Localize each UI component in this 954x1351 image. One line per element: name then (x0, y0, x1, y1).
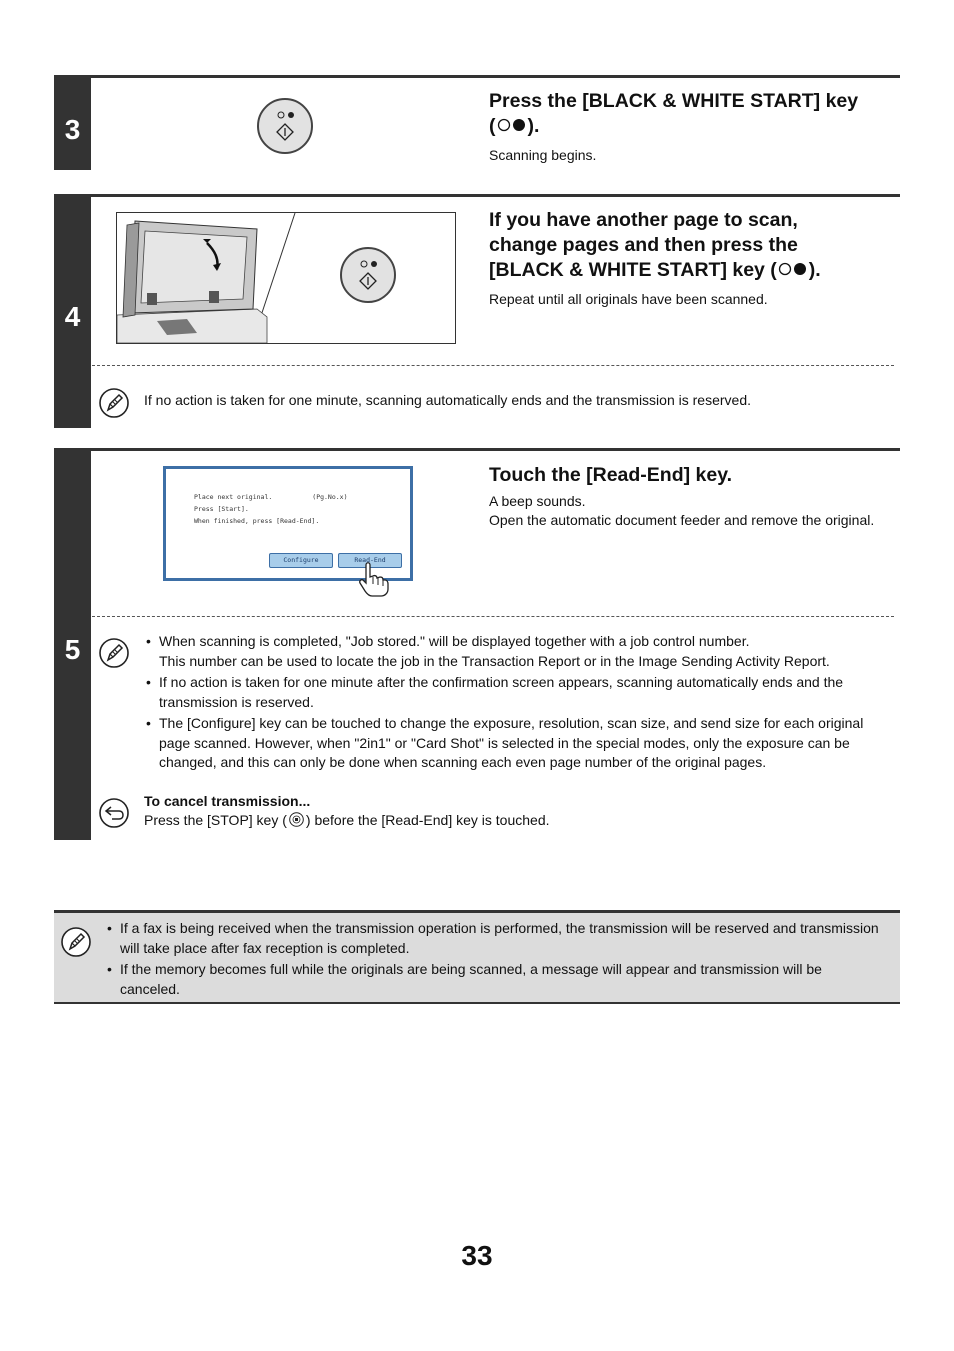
step-number-bar (54, 451, 91, 840)
stop-key-icon (287, 811, 306, 830)
cancel-title: To cancel transmission... (144, 793, 311, 809)
heading-text-close: ). (527, 115, 540, 137)
list-item: • If no action is taken for one minute after the confirmation screen appears, scanning automatically ends and the transmission is reserved. (144, 673, 894, 712)
list-item: • When scanning is completed, "Job stored." will be displayed together with a job control number. This number can be used to locate the job in the Transaction Report or in the Image Sending Activity Report. (144, 632, 894, 671)
pointing-hand-icon (356, 561, 392, 599)
heading-text: Press the [BLACK & WHITE START] key (489, 90, 859, 112)
list-item: • If the memory becomes full while the originals are being scanned, a message will appear and transmission will be canceled. (105, 960, 895, 999)
copier-scanner-illustration (116, 212, 456, 344)
start-key-icon (257, 98, 313, 154)
step-number: 5 (64, 634, 81, 665)
list-item: • The [Configure] key can be touched to change the exposure, resolution, scan size, and send size for each original page scanned. However, when "2in1" or "Card Shot" is selected in the special modes, only the exposure can be changed, and this can only be done when scanning each even page number of the original pages. (144, 714, 894, 773)
screen-message: When finished, press [Read-End]. (194, 517, 320, 525)
start-key-icon (340, 247, 396, 303)
color-mode-symbol-icon (777, 258, 809, 283)
step-4 (54, 194, 900, 428)
page-number: 33 (461, 1240, 493, 1271)
note-pencil-icon (98, 387, 130, 419)
configure-button[interactable]: Configure (269, 553, 333, 568)
note-pencil-icon (60, 926, 92, 958)
cancel-text: Press the [STOP] key ( ) before the [Read-End] key is touched. (144, 812, 550, 828)
step-3 (54, 75, 900, 170)
list-item: • If a fax is being received when the transmission operation is performed, the transmission will be reserved and transmission will take place after fax reception is completed. (105, 919, 895, 958)
note-list (144, 632, 894, 775)
divider (92, 365, 894, 366)
heading-text: change pages and then press the (489, 234, 798, 256)
note-list (105, 919, 895, 1001)
screen-message: Press [Start]. (194, 505, 249, 513)
note-box (54, 910, 900, 1004)
step-number-bar (54, 197, 91, 428)
heading-text: [BLACK & WHITE START] key ( (489, 259, 777, 281)
step-number: 4 (64, 301, 81, 332)
step-heading (489, 89, 858, 139)
step-5 (54, 448, 900, 840)
read-end-button[interactable]: Read-End (338, 553, 402, 568)
step-number: 3 (64, 114, 81, 145)
return-icon (98, 797, 130, 829)
step-heading: Touch the [Read-End] key. (489, 464, 733, 486)
screen-message: Place next original. (Pg.No.x) (194, 493, 348, 501)
heading-text-open: ( (489, 115, 496, 137)
step-heading (489, 208, 821, 283)
step-text: Scanning begins. (489, 147, 597, 163)
note-pencil-icon (98, 637, 130, 669)
cancel-section (144, 792, 550, 830)
divider (92, 616, 894, 617)
color-mode-symbol-icon (496, 114, 528, 139)
note-text: If no action is taken for one minute, scanning automatically ends and the transmission is reserved. (144, 392, 751, 408)
heading-text: ). (808, 259, 821, 281)
step-number-bar (54, 78, 91, 170)
step-text: Repeat until all originals have been scanned. (489, 291, 768, 307)
heading-text: If you have another page to scan, (489, 209, 798, 231)
step-text: A beep sounds. Open the automatic document feeder and remove the original. (489, 493, 875, 528)
